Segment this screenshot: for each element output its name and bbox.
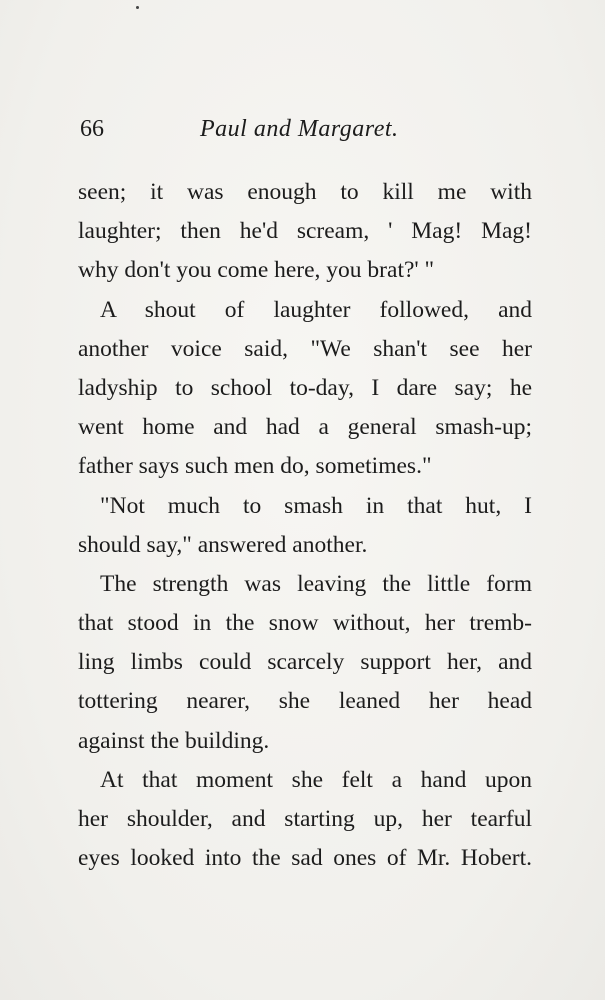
text-line: seen; it was enough to kill me with — [78, 179, 532, 205]
paragraph — [78, 173, 532, 291]
paragraph — [78, 761, 532, 879]
text-line: her shoulder, and starting up, her tearful — [78, 806, 532, 832]
text-line: went home and had a general smash-up; — [78, 414, 532, 441]
text-line: "Not much to smash in that hut, I — [100, 492, 532, 519]
ink-speck — [136, 6, 139, 9]
text-line: another voice said, "We shan't see her — [78, 335, 532, 362]
text-line: eyes looked into the sad ones of Mr. Hobert. — [78, 845, 532, 872]
paragraph — [78, 291, 532, 487]
text-line: The strength was leaving the little form — [100, 570, 532, 597]
page-header — [80, 116, 540, 150]
page-number: 66 — [80, 116, 104, 142]
text-line: why don't you come here, you brat?' " — [78, 257, 435, 284]
text-line: father says such men do, sometimes." — [78, 453, 432, 480]
text-line: ling limbs could scarcely support her, and — [78, 649, 532, 676]
running-title: Paul and Margaret. — [200, 116, 399, 142]
text-line: laughter; then he'd scream, ' Mag! Mag! — [78, 218, 532, 245]
text-line: ladyship to school to-day, I dare say; he — [78, 374, 532, 401]
text-line: At that moment she felt a hand upon — [100, 766, 532, 793]
paragraph — [78, 565, 532, 761]
body-text — [78, 173, 532, 878]
text-line: A shout of laughter followed, and — [100, 296, 532, 323]
text-line: that stood in the snow without, her tremb- — [78, 610, 532, 637]
paragraph — [78, 487, 532, 565]
text-line: tottering nearer, she leaned her head — [78, 688, 532, 715]
text-line: against the building. — [78, 727, 270, 754]
text-line: should say," answered another. — [78, 531, 368, 558]
